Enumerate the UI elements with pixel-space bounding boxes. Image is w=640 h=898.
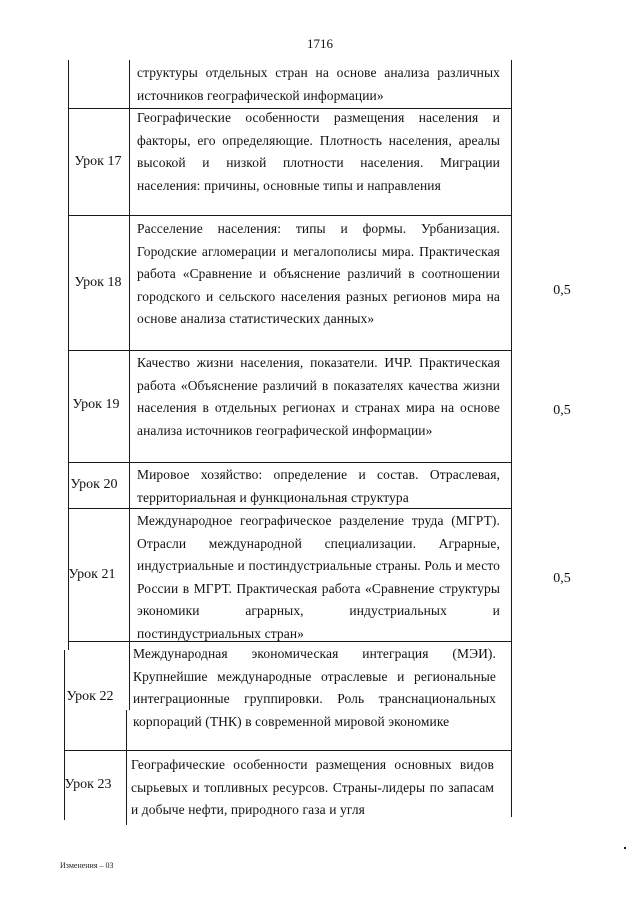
topic-text: Качество жизни населения, показатели. ИЧР. Практическая работа «Объяснение различий в показателях качества жизни населения в отдельных регионах и странах мира на основе анализа источников географической информации» bbox=[137, 355, 500, 438]
row-border bbox=[68, 215, 512, 216]
topic-text: Географические особенности размещения населения и факторы, его определяющие. Плотность населения, ареалы высокой и низкой плотности населения. Миграции населения: причины, основные типы и направления bbox=[137, 110, 500, 193]
topic-text: Расселение населения: типы и формы. Урбанизация. Городские агломерации и мегалополисы мира. Практическая работа «Сравнение и объяснение различий в соотношении городского и сельского населения разных регионов мира на основе анализа статистических данных» bbox=[137, 221, 500, 326]
footer-note: Изменения – 03 bbox=[60, 861, 114, 870]
topic-text: Международное географическое разделение труда (МГРТ). Отрасли международной специализации. Аграрные, индустриальные и постиндустриальные страны. Роль и место России в МГРТ. Практическая работа «Сравнение структуры экономики аграрных, индустриальных и постиндустриальных стран» bbox=[137, 513, 500, 641]
lesson-label: Урок 19 bbox=[72, 397, 120, 412]
lesson-label: Урок 23 bbox=[64, 777, 112, 792]
lesson-label: Урок 20 bbox=[70, 477, 118, 492]
lesson-label: Урок 22 bbox=[66, 689, 114, 704]
row-border bbox=[68, 350, 512, 351]
hours-value: 0,5 bbox=[553, 403, 571, 418]
topic-text: Международная экономическая интеграция (МЭИ). Крупнейшие международные отраслевые и региональные интеграционные группировки. Роль транснациональных корпораций (ТНК) в современной мировой экономике bbox=[133, 646, 496, 729]
hours-value: 0,5 bbox=[553, 571, 571, 586]
column-border-hours bbox=[511, 60, 512, 817]
lesson-label: Урок 21 bbox=[68, 567, 116, 582]
row-border bbox=[64, 750, 512, 751]
column-border-lesson bbox=[126, 710, 127, 825]
column-border-left bbox=[64, 650, 65, 820]
topic-text: Географические особенности размещения основных видов сырьевых и топливных ресурсов. Страны-лидеры по запасам и добыче нефти, природного газа и угля bbox=[131, 757, 494, 817]
topic-text: Мировое хозяйство: определение и состав. Отраслевая, территориальная и функциональная структура bbox=[137, 467, 500, 505]
lesson-label: Урок 18 bbox=[74, 275, 122, 290]
topic-text: структуры отдельных стран на основе анализа различных источников географической информации» bbox=[137, 65, 500, 103]
lesson-label: Урок 17 bbox=[74, 154, 122, 169]
column-border-left bbox=[68, 60, 69, 650]
hours-value: 0,5 bbox=[553, 283, 571, 298]
row-border bbox=[68, 462, 512, 463]
column-border-lesson bbox=[129, 60, 130, 710]
page-number: 1716 bbox=[307, 36, 333, 51]
scan-speck bbox=[624, 847, 626, 849]
